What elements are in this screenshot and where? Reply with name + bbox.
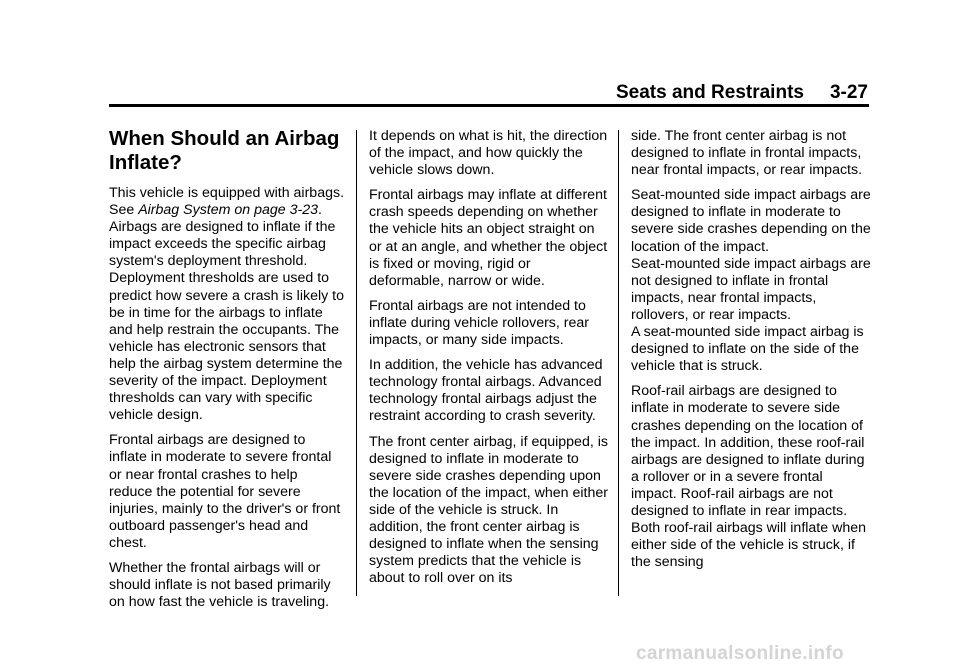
header-rule: [109, 104, 869, 107]
column-2: [369, 128, 609, 595]
paragraph: Seat-mounted side impact airbags are designed to inflate in moderate to severe side crashes depending on the location of the impact.: [631, 187, 871, 255]
paragraph: In addition, the vehicle has advanced technology frontal airbags. Advanced technology frontal airbags adjust the restraint according to crash severity.: [369, 357, 603, 425]
column-divider: [356, 130, 357, 596]
paragraph: Roof-rail airbags are designed to inflate in moderate to severe side crashes depending on the location of the impact. In addition, these roof-rail airbags are designed to inflate during a rollover or in a severe frontal impact. Roof-rail airbags are not designed to inflate in rear impacts. Both roof-rail airbags will inflate when either side of the vehicle is struck, if the sensing: [631, 383, 866, 571]
paragraph: The front center airbag, if equipped, is designed to inflate in moderate to severe side crashes depending upon the location of the impact, when either side of the vehicle is struck. In addition, the front center airbag is designed to inflate when the sensing system predicts that the vehicle is about to roll over on its: [369, 433, 608, 587]
paragraph: A seat-mounted side impact airbag is designed to inflate on the side of the vehicle that is struck.: [631, 324, 864, 375]
paragraph: [109, 185, 344, 424]
running-header: [598, 82, 868, 104]
paragraph: side. The front center airbag is not designed to inflate in frontal impacts, near frontal impacts, or rear impacts.: [631, 128, 863, 179]
column-1: [109, 127, 344, 619]
text-run: . Airbags are designed to inflate if the impact exceeds the specific airbag system's deployment threshold. Deployment thresholds are used to predict how severe a crash is likely to be in time for the airbags to inflate and help restrain the occupants. The vehicle has electronic sensors that help the airbag system determine the severity of the impact. Deployment thresholds can vary with specific vehicle design.: [109, 202, 344, 424]
paragraph: Whether the frontal airbags will or should inflate is not based primarily on how fast the vehicle is traveling.: [109, 559, 331, 611]
text-run: This vehicle is equipped with airbags. See: [109, 185, 345, 219]
section-heading: When Should an Airbag Inflate?: [109, 127, 340, 174]
paragraph: Frontal airbags are designed to inflate in moderate to severe frontal or near frontal crashes to help reduce the potential for severe injuries, mainly to the driver's or front outboard passenger's head and chest.: [109, 432, 341, 551]
section-title: Seats and Restraints: [616, 82, 804, 103]
column-3: [631, 128, 871, 579]
paragraph: Frontal airbags are not intended to inflate during vehicle rollovers, rear impacts, or many side impacts.: [369, 297, 590, 349]
paragraph: It depends on what is hit, the direction of the impact, and how quickly the vehicle slows down.: [369, 128, 608, 179]
page-number: 3-27: [829, 82, 868, 103]
cross-reference-link[interactable]: Airbag System on page 3-23: [138, 202, 319, 219]
paragraph: Frontal airbags may inflate at different crash speeds depending on whether the vehicle hits an object straight on or at an angle, and whether the object is fixed or moving, rigid or deformable, narrow or wide.: [369, 187, 608, 289]
paragraph: Seat-mounted side impact airbags are not designed to inflate in frontal impacts, near frontal impacts, rollovers, or rear impacts.: [631, 255, 871, 323]
watermark: carmanualsonline.info: [636, 643, 844, 664]
column-divider: [618, 130, 619, 596]
